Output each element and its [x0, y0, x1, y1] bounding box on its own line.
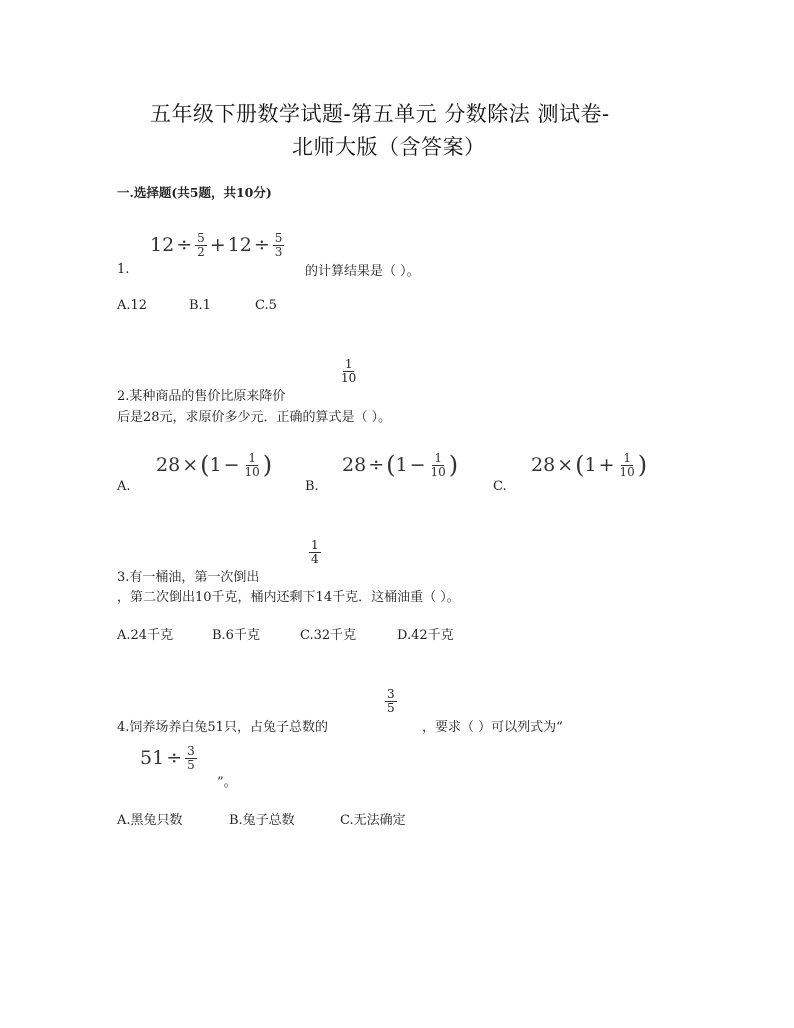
q2-c-rparen: ) [637, 451, 648, 480]
q4-expression-fraction-num: 3 [187, 744, 195, 758]
q2-b-divide: ÷ [368, 454, 385, 477]
q2-c-base: 28 [531, 454, 556, 477]
q1-fraction-2-num: 5 [274, 231, 283, 245]
page-title-line2: 北师大版（含答案） [292, 135, 486, 159]
q2-b-fraction-den: 10 [430, 464, 446, 479]
q2-a-minus: − [223, 454, 240, 477]
q2-a-fraction-den: 10 [244, 464, 260, 479]
q1-option-c: C.5 [255, 298, 277, 313]
q2-label-b: B. [305, 479, 319, 494]
q2-c-fraction-den: 10 [619, 464, 635, 479]
q1-divide-sign-2: ÷ [253, 234, 270, 257]
q3-fraction-den: 4 [311, 551, 319, 566]
q4-fraction-den: 5 [387, 700, 395, 715]
q1-divide-sign: ÷ [176, 234, 193, 257]
q2-b-fraction [429, 452, 448, 478]
q4-fraction-num: 3 [387, 687, 395, 701]
q3-text-line1: 3.有一桶油，第一次倒出 [117, 570, 260, 585]
q3-option-a: A.24千克 [117, 628, 174, 643]
q3-option-d: D.42千克 [397, 628, 454, 643]
q4-text-line3: ”。 [217, 775, 237, 790]
q4-term-a: 51 [140, 747, 165, 770]
q2-b-minus: − [409, 454, 426, 477]
q1-fraction-2 [273, 232, 285, 258]
q2-b-base: 28 [342, 454, 367, 477]
q2-expression-a [156, 452, 272, 478]
q4-fraction [384, 688, 398, 714]
q2-c-one: 1 [584, 454, 597, 477]
q1-plus-sign: + [209, 234, 226, 257]
q4-option-a: A.黑兔只数 [117, 813, 183, 828]
q2-a-fraction [243, 452, 262, 478]
q4-expression-fraction-den: 5 [187, 757, 195, 772]
q2-fraction-num: 1 [344, 357, 353, 371]
q2-b-fraction-num: 1 [434, 451, 442, 465]
q2-b-one: 1 [395, 454, 408, 477]
q2-c-plus: + [598, 454, 615, 477]
q1-term-a: 12 [150, 234, 175, 257]
q2-expression-c [531, 452, 647, 478]
q1-fraction-1-den: 2 [197, 244, 205, 259]
q2-text-line1: 2.某种商品的售价比原来降价 [117, 389, 286, 404]
q1-fraction-1-num: 5 [197, 231, 205, 245]
q2-c-fraction [618, 452, 637, 478]
q3-text-line2: ，第二次倒出10千克，桶内还剩下14千克．这桶油重（ ）。 [117, 590, 460, 605]
q4-text-line2: ，要求（ ）可以列式为“ [422, 720, 563, 735]
q4-text-line1: 4.饲养场养白兔51只，占兔子总数的 [117, 720, 328, 735]
q2-label-c: C. [493, 479, 507, 494]
q4-expression [140, 745, 198, 771]
q1-term-b: 12 [227, 234, 252, 257]
q2-a-one: 1 [209, 454, 222, 477]
q2-c-times: × [557, 454, 574, 477]
q2-b-lparen: ( [386, 451, 396, 480]
q1-option-b: B.1 [189, 298, 211, 313]
q2-label-a: A. [117, 479, 131, 494]
q3-option-b: B.6千克 [212, 628, 260, 643]
q2-expression-b [342, 452, 458, 478]
q2-a-base: 28 [156, 454, 181, 477]
q2-c-lparen: ( [575, 451, 585, 480]
q1-option-a: A.12 [117, 298, 148, 313]
q1-fraction-2-den: 3 [274, 244, 283, 259]
q2-a-times: × [182, 454, 199, 477]
q2-a-lparen: ( [200, 451, 210, 480]
q1-expression [150, 232, 285, 258]
q2-fraction [338, 358, 359, 384]
q4-divide-sign: ÷ [166, 747, 183, 770]
q2-text-line2: 后是28元，求原价多少元．正确的算式是（ ）。 [117, 410, 392, 425]
q2-c-fraction-num: 1 [623, 451, 631, 465]
q2-a-fraction-num: 1 [248, 451, 256, 465]
q1-text: 的计算结果是（ ）。 [305, 264, 420, 279]
q3-option-c: C.32千克 [300, 628, 357, 643]
page-title-line1: 五年级下册数学试题-第五单元 分数除法 测试卷- [150, 102, 610, 126]
q4-option-c: C.无法确定 [340, 813, 406, 828]
q2-b-rparen: ) [448, 451, 459, 480]
q2-fraction-den: 10 [341, 370, 357, 385]
q2-a-rparen: ) [262, 451, 273, 480]
section-heading: 一.选择题(共5题，共10分) [117, 185, 272, 200]
q1-fraction-1 [195, 232, 207, 258]
q4-expression-fraction [185, 745, 197, 771]
q3-fraction [308, 539, 322, 565]
q4-option-b: B.兔子总数 [229, 813, 295, 828]
q1-number: 1. [117, 262, 130, 277]
q3-fraction-num: 1 [311, 538, 319, 552]
